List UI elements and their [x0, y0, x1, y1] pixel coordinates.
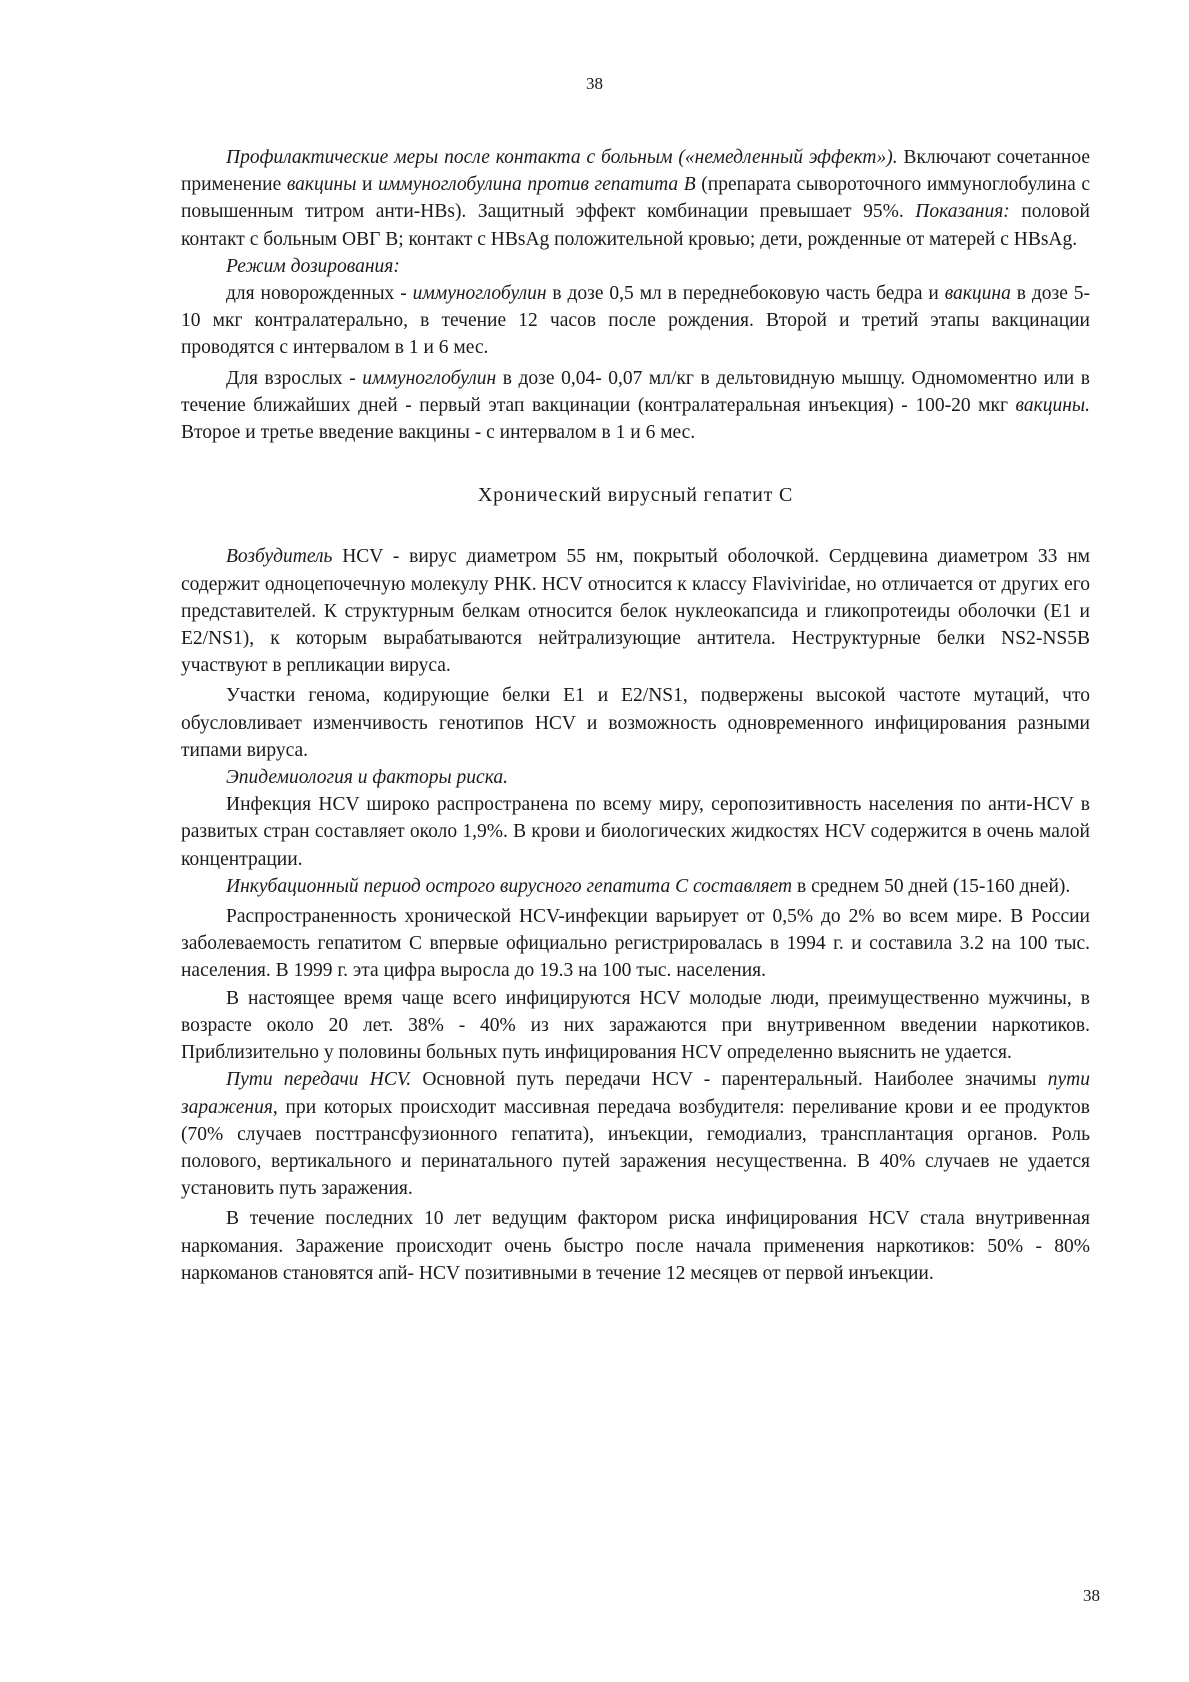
- italic-term: иммуноглобулин: [412, 283, 547, 305]
- paragraph-drug-use: [181, 1205, 1090, 1287]
- text-span: Распространенность хронической HCV-инфекции варьирует от 0,5% до 2% во всем мире. В России заболеваемость гепатитом С впервые официально регистрировалась в 1994 г. и составила 3.2 на 100 тыс. населения. В 1999 г. эта цифра выросла до 19.3 на 100 тыс. населения.: [181, 906, 1090, 982]
- italic-term: Показания:: [915, 201, 1010, 223]
- text-span: и: [356, 174, 379, 196]
- page-number-bottom: 38: [1083, 1586, 1100, 1605]
- text-span: Второе и третье введение вакцины - с интервалом в 1 и 6 мес.: [181, 422, 696, 444]
- text-span: для новорожденных -: [226, 283, 413, 305]
- paragraph-young-people: [181, 985, 1090, 1067]
- section-heading: Хронический вирусный гепатит С: [477, 484, 794, 507]
- italic-term: вакцины.: [1015, 394, 1090, 416]
- paragraph-genome: [181, 682, 1090, 764]
- text-span: Включают сочетанное применение: [181, 147, 1091, 196]
- paragraph-epidemiology-heading: [181, 764, 1090, 791]
- page-number-top: 38: [586, 74, 603, 93]
- dosing-heading: Режим дозирования:: [226, 255, 400, 277]
- text-span: в дозе 0,04- 0,07 мл/кг в дельтовидную мышцу. Одномоментно или в течение ближайших дней - первый этап вакцинации (контралатеральная инъекция) - 100-20 мкг: [181, 367, 1090, 416]
- paragraph-incubation: [181, 873, 1090, 900]
- prophylaxis-heading: Профилактические меры после контакта с больным («немедленный эффект»).: [226, 147, 898, 168]
- paragraph-pathogen: [181, 543, 1090, 679]
- paragraph-infection-spread: [181, 791, 1090, 873]
- paragraph-prophylaxis: [181, 144, 1090, 253]
- text-span: в дозе 0,5 мл в переднебоковую часть бедра и: [546, 283, 945, 305]
- text-span: половой контакт с больным ОВГ В; контакт с HBsAg положительной кровью; дети, рожденные от матерей с HBsAg.: [181, 201, 1090, 250]
- text-span: в среднем 50 дней (15-160 дней).: [792, 875, 1071, 897]
- italic-term: Пути передачи HCV.: [226, 1069, 412, 1091]
- italic-term: пути заражения: [181, 1069, 1091, 1118]
- text-span: В настоящее время чаще всего инфицируются HCV молодые люди, преимущественно мужчины, в возрасте около 20 лет. 38% - 40% из них заражаются при внутривенном введении наркотиков. Приблизительно у половины больных путь инфицирования HCV определенно выяснить не удается.: [181, 987, 1090, 1064]
- italic-term: Инкубационный период острого вирусного гепатита С составляет: [226, 875, 793, 897]
- text-span: В течение последних 10 лет ведущим фактором риска инфицирования HCV стала внутривенная наркомания. Заражение происходит очень быстро после начала применения наркотиков: 50% - 80% наркоманов становятся апй- HCV позитивными в течение 12 месяцев от первой инъекции.: [181, 1208, 1090, 1284]
- italic-term: вакцины: [286, 174, 357, 196]
- text-span: Основной путь передачи HCV - парентеральный. Наиболее значимы: [411, 1069, 1048, 1091]
- paragraph-adults: [181, 365, 1090, 447]
- epidemiology-heading: Эпидемиология и факторы риска.: [226, 767, 508, 789]
- text-span: Участки генома, кодирующие белки E1 и E2/NS1, подвержены высокой частоте мутаций, что обусловливает изменчивость генотипов HCV и возможность одновременного инфицирования разными типами вируса.: [181, 685, 1090, 761]
- text-span: (препарата сывороточного иммуноглобулина с повышенным титром анти-HBs). Защитный эффект комбинации превышает 95%.: [181, 174, 1090, 223]
- paragraph-prevalence: [181, 903, 1090, 985]
- text-span: HCV - вирус диаметром 55 нм, покрытый оболочкой. Сердцевина диаметром 33 нм содержит одноцепочечную молекулу РНК. HCV относится к классу Flaviviridae, но отличается от других его представителей. К структурным белкам относится белок нуклеокапсида и гликопротеиды оболочки (E1 и E2/NS1), к которым вырабатываются нейтрализующие антитела. Неструктурные белки NS2-NS5B участвуют в репликации вируса.: [181, 546, 1090, 677]
- text-span: Для взрослых -: [226, 367, 363, 389]
- italic-term: вакцина: [944, 283, 1011, 305]
- page-body: [181, 144, 1090, 1287]
- text-span: , при которых происходит массивная передача возбудителя: переливание крови и ее продуктов (70% случаев посттрансфузионного гепатита), инъекции, гемодиализ, трансплантация органов. Роль полового, вертикального и перинатального путей заражения несущественна. В 40% случаев не удается установить путь заражения.: [181, 1096, 1090, 1200]
- italic-term: иммуноглобулин: [362, 367, 497, 389]
- paragraph-dosing-heading: [181, 253, 1090, 280]
- italic-term: иммуноглобулина против гепатита В: [378, 174, 696, 196]
- italic-term: Возбудитель: [226, 546, 333, 568]
- paragraph-newborns: [181, 280, 1090, 362]
- text-span: в дозе 5-10 мкг контралатерально, в течение 12 часов после рождения. Второй и третий этапы вакцинации проводятся с интервалом в 1 и 6 мес.: [181, 283, 1090, 359]
- paragraph-transmission: [181, 1066, 1090, 1202]
- text-span: Инфекция HCV широко распространена по всему миру, серопозитивность населения по анти-HCV в развитых стран составляет около 1,9%. В крови и биологических жидкостях HCV содержится в очень малой концентрации.: [181, 794, 1090, 870]
